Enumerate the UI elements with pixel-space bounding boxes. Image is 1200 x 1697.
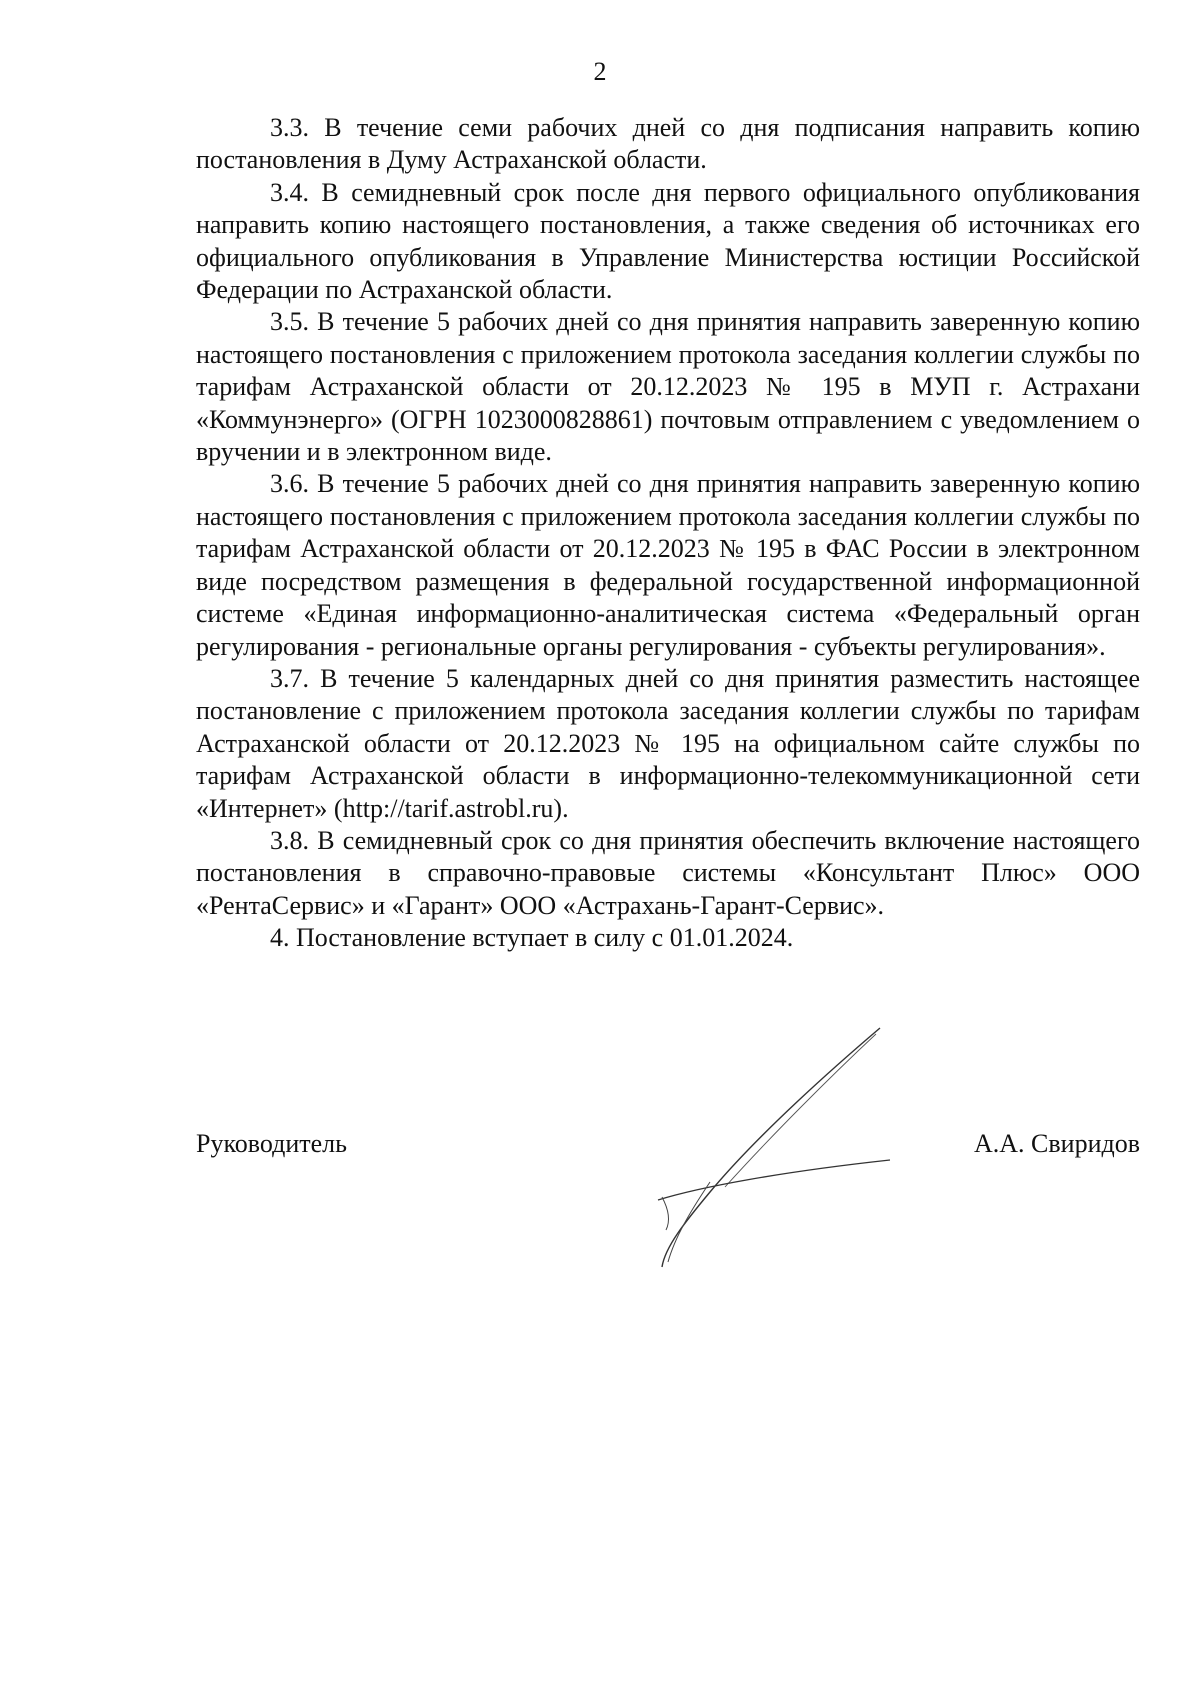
signatory-position: Руководитель bbox=[196, 1129, 347, 1158]
document-body bbox=[196, 112, 1140, 955]
handwritten-signature bbox=[640, 1022, 900, 1272]
paragraph-3-8: 3.8. В семидневный срок со дня принятия обеспечить включение настоящего постановления в справочно-правовые системы «Консультант Плюс» ООО «РентаСервис» и «Гарант» ООО «Астрахань-Гарант-Сервис». bbox=[196, 825, 1140, 920]
signatory-name: А.А. Свиридов bbox=[973, 1129, 1140, 1158]
paragraph-4: 4. Постановление вступает в силу с 01.01.2024. bbox=[270, 923, 794, 953]
page-number: 2 bbox=[593, 57, 607, 86]
paragraph-3-6: 3.6. В течение 5 рабочих дней со дня принятия направить заверенную копию настоящего постановления с приложением протокола заседания коллегии службы по тарифам Астраханской области от 20.12.2023 № 195 в ФАС России в электронном виде посредством размещения в федеральной государственной информационной системе «Единая информационно-аналитическая система «Федеральный орган регулирования - региональные органы регулирования - субъекты регулирования». bbox=[196, 469, 1140, 661]
paragraph-3-3: 3.3. В течение семи рабочих дней со дня подписания направить копию постановления в Думу Астраханской области. bbox=[196, 113, 1140, 175]
paragraph-3-7: 3.7. В течение 5 календарных дней со дня принятия разместить настоящее постановление с приложением протокола заседания коллегии службы по тарифам Астраханской области от 20.12.2023 № 195 на официальном сайте службы по тарифам Астраханской области в информационно-телекоммуникационной сети «Интернет» (http://tarif.astrobl.ru). bbox=[196, 663, 1140, 823]
paragraph-3-5: 3.5. В течение 5 рабочих дней со дня принятия направить заверенную копию настоящего постановления с приложением протокола заседания коллегии службы по тарифам Астраханской области от 20.12.2023 № 195 в МУП г. Астрахани «Коммунэнерго» (ОГРН 1023000828861) почтовым отправлением с уведомлением о вручении и в электронном виде. bbox=[196, 307, 1140, 467]
paragraph-3-4: 3.4. В семидневный срок после дня первого официального опубликования направить копию настоящего постановления, а также сведения об источниках его официального опубликования в Управление Министерства юстиции Российской Федерации по Астраханской области. bbox=[196, 177, 1140, 305]
